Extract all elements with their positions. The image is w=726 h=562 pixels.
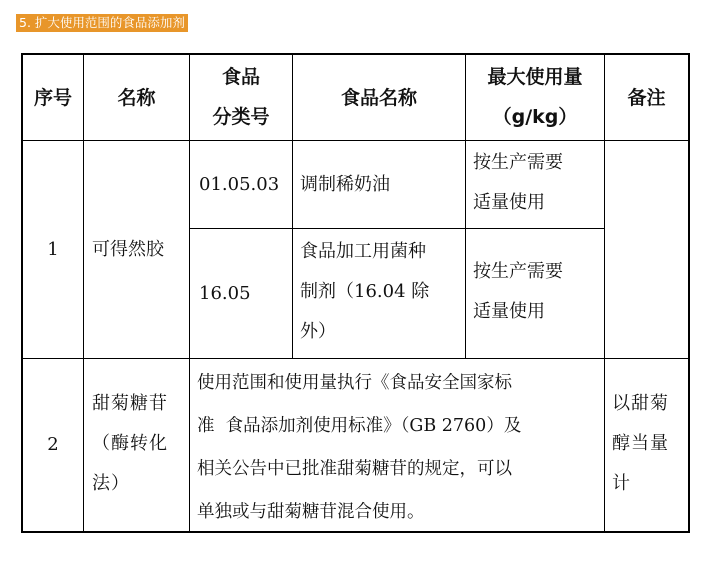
row2-merged-text: 使用范围和使用量执行《食品安全国家标 准 食品添加剂使用标准》（GB 2760）及 相关公告中已批准甜菊糖苷的规定，可以 单独或与甜菊糖苷混合使用。 xyxy=(197,373,522,522)
header-seq: 序号 xyxy=(33,87,72,109)
section-heading: 5. 扩大使用范围的食品添加剂 xyxy=(16,14,188,32)
row2-seq: 2 xyxy=(47,434,59,455)
header-category-no: 食品 分类号 xyxy=(212,66,270,128)
row1-entry2-food: 食品加工用菌种 制剂（16.04 除 外） xyxy=(300,241,430,342)
row1-name: 可得然胶 xyxy=(92,239,164,260)
row1-seq: 1 xyxy=(47,239,59,260)
row1-entry2-usage: 按生产需要 适量使用 xyxy=(473,261,563,322)
table-border-top xyxy=(21,53,689,55)
table-border-right xyxy=(688,53,690,533)
row1-inner-rule xyxy=(189,228,604,229)
row1-entry1-food: 调制稀奶油 xyxy=(300,174,390,195)
row1-entry2-category: 16.05 xyxy=(199,283,251,304)
header-bottom-rule xyxy=(21,140,689,141)
row2-remark: 以甜菊 醇当量 计 xyxy=(612,393,669,494)
header-max-usage: 最大使用量 （g/kg） xyxy=(487,66,583,128)
header-remark: 备注 xyxy=(627,87,666,109)
col-rule-1 xyxy=(83,53,84,533)
row2-name: 甜菊糖苷 （酶转化 法） xyxy=(92,393,168,494)
row1-bottom-rule xyxy=(21,358,689,359)
row1-entry1-category: 01.05.03 xyxy=(199,174,280,195)
col-rule-5 xyxy=(604,53,605,533)
row1-entry1-usage: 按生产需要 适量使用 xyxy=(473,152,563,213)
header-name: 名称 xyxy=(117,87,156,109)
header-food-name: 食品名称 xyxy=(340,87,417,109)
